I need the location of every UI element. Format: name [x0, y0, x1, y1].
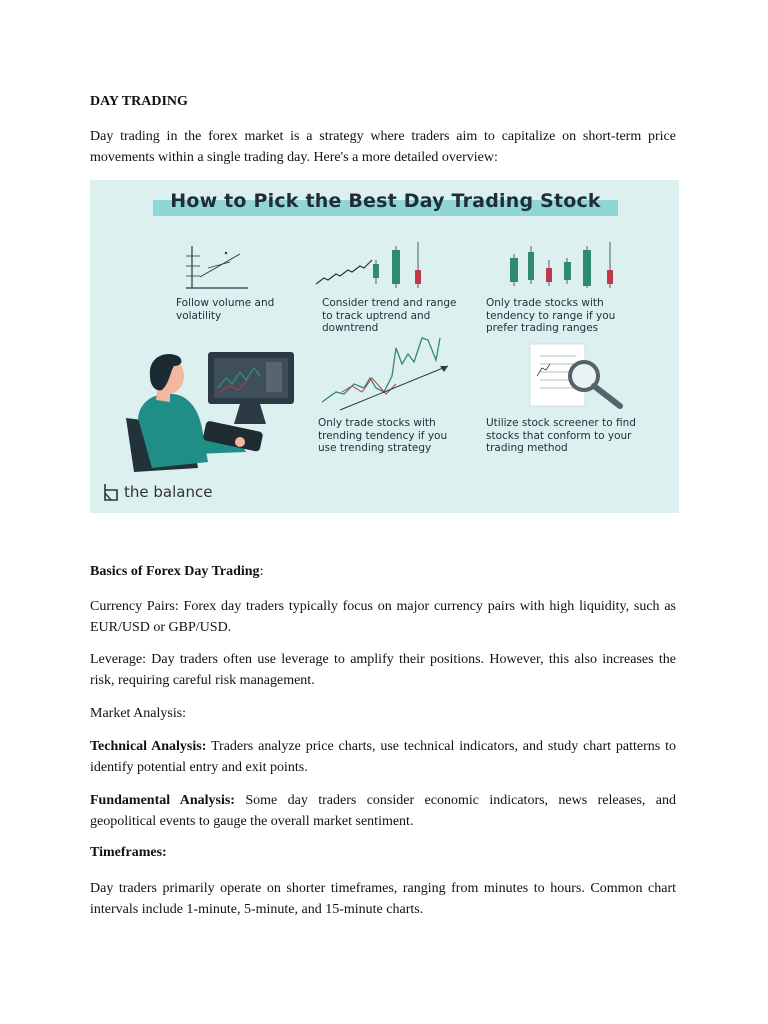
tip-trending-stocks: Only trade stocks with trending tendency if you use trending strategy [318, 417, 448, 454]
basics-heading: Basics of Forex Day Trading [90, 564, 260, 579]
trend-range-icon [316, 242, 421, 288]
fundamental-analysis-label: Fundamental Analysis: [90, 793, 235, 808]
currency-pairs-paragraph: Currency Pairs: Forex day traders typically focus on major currency pairs with high liquidity, such as EUR/USD or GBP/USD. [90, 599, 676, 635]
trending-chart-icon [322, 338, 448, 410]
document-heading: DAY TRADING [90, 94, 188, 109]
the-balance-logo [102, 483, 212, 501]
range-candles-icon [510, 242, 613, 288]
timeframes-heading: Timeframes: [90, 845, 167, 860]
infographic-illustrations [90, 180, 679, 513]
trader-illustration [126, 352, 294, 472]
tip-stock-screener: Utilize stock screener to find stocks that conform to your trading method [486, 417, 636, 454]
balance-logo-icon [102, 483, 120, 501]
market-analysis-paragraph: Market Analysis: [90, 706, 187, 721]
tip-ranging-stocks: Only trade stocks with tendency to range if you prefer trading ranges [486, 297, 616, 334]
fundamental-analysis-text: Some day traders consider economic indicators, news releases, and geopolitical events to gauge the overall market sentiment. [90, 793, 676, 829]
fundamental-analysis-paragraph [90, 790, 676, 832]
stock-screener-icon [530, 344, 620, 406]
infographic-image [90, 180, 679, 513]
infographic-title: How to Pick the Best Day Trading Stock [170, 190, 601, 212]
volatility-chart-icon [186, 246, 248, 288]
tip-trend-range: Consider trend and range to track uptrend and downtrend [322, 297, 457, 334]
logo-text: the balance [124, 483, 213, 501]
basics-heading-line [90, 562, 263, 580]
timeframes-paragraph: Day traders primarily operate on shorter timeframes, ranging from minutes to hours. Common chart intervals include 1-minute, 5-minute, and 15-minute charts. [90, 881, 676, 917]
leverage-paragraph: Leverage: Day traders often use leverage to amplify their positions. However, this also increases the risk, requiring careful risk management. [90, 652, 676, 688]
intro-paragraph: Day trading in the forex market is a strategy where traders aim to capitalize on short-term price movements within a single trading day. Here's a more detailed overview: [90, 129, 676, 165]
technical-analysis-paragraph [90, 736, 676, 778]
tip-volume: Follow volume and volatility [176, 297, 275, 322]
technical-analysis-label: Technical Analysis: [90, 739, 207, 754]
technical-analysis-text: Traders analyze price charts, use technical indicators, and study chart patterns to identify potential entry and exit points. [90, 739, 676, 775]
basics-heading-colon: : [259, 564, 264, 579]
